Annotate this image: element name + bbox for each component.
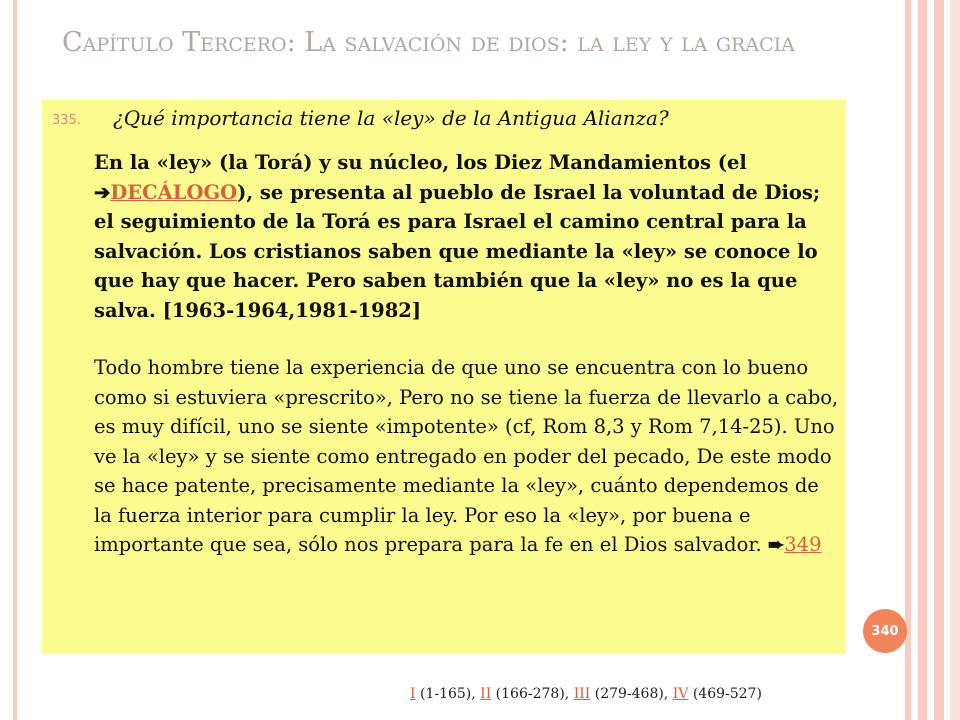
explanation-paragraph — [94, 353, 842, 560]
question-number: 335. — [52, 113, 81, 128]
slide-title: Capítulo Tercero: La salvación de dios: la ley y la gracia — [62, 27, 795, 58]
right-decor-band — [934, 0, 944, 720]
answer-paragraph — [94, 148, 839, 325]
left-accent-rule — [13, 0, 17, 720]
answer-text-part1: En la «ley» (la Torá) y su núcleo, los Diez Mandamientos (el — [94, 151, 747, 174]
section-range: (469-527) — [688, 686, 762, 702]
answer-text-part2: ), se presenta al pueblo de Israel la voluntad de Dios; el seguimiento de la Torá es para Israel el camino central para la salvación. Los cristianos saben que mediante la «ley» se conoce lo que hay que hacer. Pero saben también que la «ley» no es la que salva. [1963-1964,1981-1982] — [94, 180, 821, 322]
section-link-iii[interactable]: III — [573, 686, 591, 702]
page-number-badge: 340 — [863, 609, 907, 653]
section-link-i[interactable]: I — [410, 686, 416, 702]
right-decor-band — [950, 0, 960, 720]
pointing-arrow-icon: ➨ — [767, 533, 785, 556]
right-decor-band — [918, 0, 927, 720]
question-text: ¿Qué importancia tiene la «ley» de la Antigua Alianza? — [113, 106, 669, 130]
section-link-iv[interactable]: IV — [672, 686, 689, 702]
right-decor-band — [905, 0, 911, 720]
section-link-ii[interactable]: II — [480, 686, 492, 702]
section-range: (279-468), — [590, 686, 673, 702]
arrow-right-icon: ➔ — [94, 180, 111, 204]
decalogo-link[interactable]: DECÁLOGO — [110, 180, 238, 204]
footer-section-links — [410, 686, 850, 702]
reference-link-349[interactable]: 349 — [784, 533, 822, 556]
section-range: (1-165), — [415, 686, 481, 702]
explanation-text: Todo hombre tiene la experiencia de que uno se encuentra con lo bueno como si estuviera «prescrito», Pero no se tiene la fuerza de llevarlo a cabo, es muy difícil, uno se siente «impotente» (cf, Rom 8,3 y Rom 7,14-25). Uno ve la «ley» y se siente como entregado en poder del pecado, De este modo se hace patente, precisamente mediante la «ley», cuánto dependemos de la fuerza interior para cumplir la ley. Por eso la «ley», por buena e importante que sea, sólo nos prepara para la fe en el Dios salvador. — [94, 356, 839, 556]
section-range: (166-278), — [491, 686, 574, 702]
